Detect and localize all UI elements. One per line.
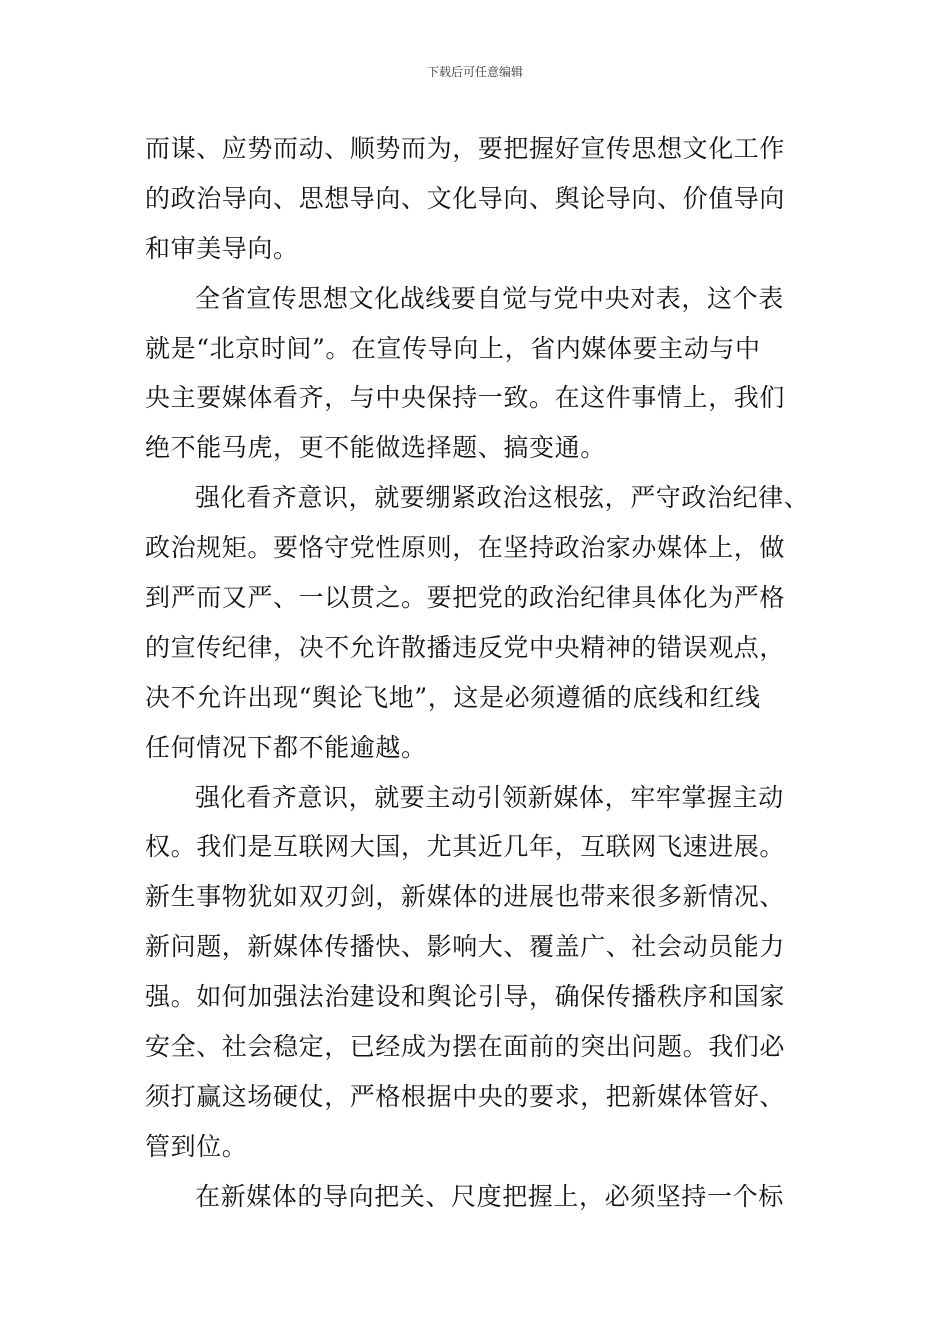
text-line: 须打赢这场硬仗，严格根据中央的要求，把新媒体管好、 [145,1081,786,1111]
text-line: 到严而又严、一以贯之。要把党的政治纪律具体化为严格 [145,583,786,613]
text-line: 和审美导向。 [145,233,299,263]
text-line: 安全、社会稳定，已经成为摆在面前的突出问题。我们必 [145,1032,786,1062]
text-line: 权。我们是互联网大国，尤其近几年，互联网飞速进展。 [145,832,786,862]
text-line: 央主要媒体看齐，与中央保持一致。在这件事情上，我们 [145,383,786,413]
text-line: 强化看齐意识，就要绷紧政治这根弦，严守政治纪律、 [195,483,810,513]
text-line: 新生事物犹如双刃剑，新媒体的进展也带来很多新情况、 [145,882,786,912]
text-line: 任何情况下都不能逾越。 [145,732,427,762]
text-line: 决不允许出现“舆论飞地”，这是必须遵循的底线和红线 [145,682,761,712]
text-line: 而谋、应势而动、顺势而为，要把握好宣传思想文化工作 [145,134,786,163]
text-line: 全省宣传思想文化战线要自觉与党中央对表，这个表 [195,283,784,313]
text-line: 政治规矩。要恪守党性原则，在坚持政治家办媒体上，做 [145,533,786,563]
text-line: 强化看齐意识，就要主动引领新媒体，牢牢掌握主动 [195,782,784,812]
text-line: 的政治导向、思想导向、文化导向、舆论导向、价值导向 [145,183,786,213]
page-header: 下载后可任意编辑 [426,65,523,79]
text-line: 新问题，新媒体传播快、影响大、覆盖广、社会动员能力 [145,932,786,962]
document-body [145,124,835,1222]
text-line: 的宣传纪律，决不允许散播违反党中央精神的错误观点， [145,632,786,662]
text-line: 就是“北京时间”。在宣传导向上，省内媒体要主动与中 [145,333,761,363]
text-line: 在新媒体的导向把关、尺度把握上，必须坚持一个标 [195,1181,784,1211]
text-line: 强。如何加强法治建设和舆论引导，确保传播秩序和国家 [145,982,786,1012]
text-line: 管到位。 [145,1131,248,1161]
text-line: 绝不能马虎，更不能做选择题、搞变通。 [145,433,606,463]
